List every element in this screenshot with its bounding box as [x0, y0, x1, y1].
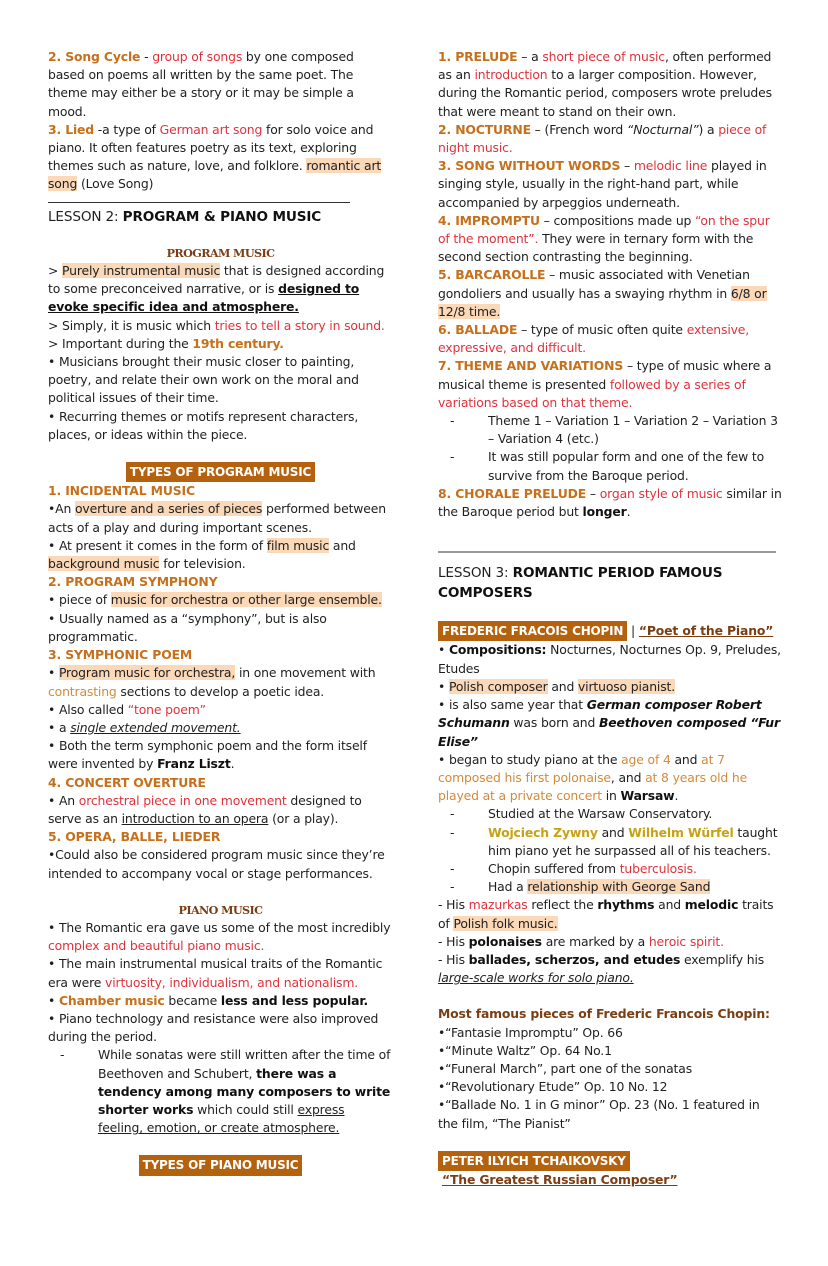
piano-music-heading: PIANO MUSIC — [178, 902, 263, 917]
famous-piece: •“Fantasie Impromptu” Op. 66 — [438, 1024, 623, 1040]
tchaikovsky-banner: PETER ILYICH TCHAIKOVSKY — [438, 1151, 630, 1171]
theme-variations-entry: 7. THEME AND VARIATIONS – type of music where a musical theme is presented followed by a series of variations based on that theme. — [438, 358, 772, 410]
left-column: 2. Song Cycle - group of songs by one composed based on poems all written by the same poet. The theme may either be a story or it may be simple a mood. 3. Lied -a type of German art song for solo voice and piano. It often features poetry as its text, exploring themes such as nature, love, and folklore. romantic art song (Love Song) LESSON 2: PROGRAM & PIANO MUSIC PROGRAM MUSIC > Purely instrumental music that is designed according to some preconceived narrative, or is designed to evoke specific idea and atmosphere. > Simply, it is music which tries to tell a story in sound. > Important during the 19th century. • Musicians brought their music closer to painting, poetry, and relate their own work on the moral and political issues of their time. • Recurring themes or motifs represent characters, places, or ideas within the piece. TYPES OF PROGRAM MUSIC 1. INCIDENTAL MUSIC •An overture and a series of pieces performed between acts of a play and during important scenes. • At present it comes in the form of film music and background music for television. 2. PROGRAM SYMPHONY • piece of music for orchestra or other large ensemble. • Usually named as a “symphony”, but is also programmatic. 3. SYMPHONIC POEM • Program music for orchestra, in one movement with contrasting sections to develop a poetic idea. • Also called “tone poem” • a single extended movement. • Both the term symphonic poem and the form itself were invented by Franz Liszt. 4. CONCERT OVERTURE • An orchestral piece in one movement designed to serve as an introduction to an opera (or a play). 5. OPERA, BALLE, LIEDER •Could also be considered program music since they’re intended to accompany vocal or stage performances. PIANO MUSIC • The Romantic era gave us some of the most incredibly complex and beautiful piano music. • The main instrumental musical traits of the Romantic era were virtuosity, individualism, and nationalism. • Chamber music became less and less popular. • Piano technology and resistance were also improved during the period. - While sonatas were still written after the time of Beethoven and Schubert, there was a tendency among many composers to write shorter works which could still express feeling, emotion, or create atmosphere. TYPES OF PIANO MUSIC — [48, 48, 393, 1176]
dash-item: - It was still popular form and one of the few to survive from the Baroque period. — [450, 449, 765, 483]
barcarolle-entry: 5. BARCAROLLE – music associated with Venetian gondoliers and usually has a swaying rhythm in 6/8 or 12/8 time. — [438, 267, 767, 319]
ballade-entry: 6. BALLADE – type of music often quite extensive, expressive, and difficult. — [438, 322, 750, 356]
symphonic-poem-title: 3. SYMPHONIC POEM — [48, 647, 193, 663]
program-music-p5: • Recurring themes or motifs represent characters, places, or ideas within the piece. — [48, 408, 359, 442]
dash-item: - Theme 1 – Variation 1 – Variation 2 – Variation 3 – Variation 4 (etc.) — [450, 413, 778, 447]
incidental-music-title: 1. INCIDENTAL MUSIC — [48, 483, 195, 499]
song-cycle-entry: 2. Song Cycle - group of songs by one composed based on poems all written by the same poet. The theme may either be a story or it may be simple a mood. — [48, 49, 354, 119]
chopin-header: FREDERIC FRACOIS CHOPIN | “Poet of the Piano” — [438, 621, 783, 641]
divider — [48, 202, 350, 203]
types-piano-music-banner: TYPES OF PIANO MUSIC — [139, 1155, 303, 1175]
chorale-prelude-entry: 8. CHORALE PRELUDE – organ style of music similar in the Baroque period but longer. — [438, 485, 782, 520]
program-music-p3: > Important during the 19th century. — [48, 335, 284, 351]
opera-title: 5. OPERA, BALLE, LIEDER — [48, 829, 221, 845]
program-music-p1: > Purely instrumental music that is designed according to some preconceived narrative, or is designed to evoke specific idea and atmosphere. — [48, 263, 385, 315]
right-column: 1. PRELUDE – a short piece of music, often performed as an introduction to a larger composition. However, during the Romantic period, composers wrote preludes that were meant to stand on their own. 2. NOCTURNE – (French word “Nocturnal”) a piece of night music. 3. SONG WITHOUT WORDS – melodic line played in singing style, usually in the right-hand part, while accompanied by arpeggios underneath. 4. IMPROMPTU – compositions made up “on the spur of the moment”. They were in ternary form with the second section contrasting the beginning. 5. BARCAROLLE – music associated with Venetian gondoliers and usually has a swaying rhythm in 6/8 or 12/8 time. 6. BALLADE – type of music often quite extensive, expressive, and difficult. 7. THEME AND VARIATIONS – type of music where a musical theme is presented followed by a series of variations based on that theme. - Theme 1 – Variation 1 – Variation 2 – Variation 3 – Variation 4 (etc.) - It was still popular form and one of the few to survive from the Baroque period. 8. CHORALE PRELUDE – organ style of music similar in the Baroque period but longer. LESSON 3: ROMANTIC PERIOD FAMOUS COMPOSERS FREDERIC FRACOIS CHOPIN | “Poet of the Piano” • Compositions: Nocturnes, Nocturnes Op. 9, Preludes, Etudes • Polish composer and virtuoso pianist. • is also same year that German composer Robert Schumann was born and Beethoven composed “Fur Elise” • began to study piano at the age of 4 and at 7 composed his first polonaise, and at 8 years old he played at a private concert in Warsaw. - Studied at the Warsaw Conservatory. - Wojciech Zywny and Wilhelm Würfel taught him piano yet he surpassed all of his teachers. - Chopin suffered from tuberculosis. - Had a relationship with George Sand - His mazurkas reflect the rhythms and melodic traits of Polish folk music. - His polonaises are marked by a heroic spirit. - His ballades, scherzos, and etudes exemplify his large-scale works for solo piano. Most famous pieces of Frederic Francois Chopin: •“Fantasie Impromptu” Op. 66 •“Minute Waltz” Op. 64 No.1 •“Funeral March”, part one of the sonatas •“Revolutionary Etude” Op. 10 No. 12 •“Ballade No. 1 in G minor” Op. 23 (No. 1 featured in the film, “The Pianist” PETER ILYICH TCHAIKOVSKY “The Greatest Russian Composer” — [438, 48, 783, 1189]
tchaikovsky-nickname: “The Greatest Russian Composer” — [442, 1171, 678, 1187]
lesson-2-title: LESSON 2: PROGRAM & PIANO MUSIC — [48, 208, 322, 225]
concert-overture-title: 4. CONCERT OVERTURE — [48, 774, 206, 790]
dash-item: - While sonatas were still written after the time of Beethoven and Schubert, there was a tendency among many composers to write shorter works which could still express feeling, emotion, or create atmosphere. — [60, 1047, 391, 1136]
prelude-entry: 1. PRELUDE – a short piece of music, often performed as an introduction to a larger composition. However, during the Romantic period, composers wrote preludes that were meant to stand on their own. — [438, 49, 772, 119]
song-without-words-entry: 3. SONG WITHOUT WORDS – melodic line played in singing style, usually in the right-hand part, while accompanied by arpeggios underneath. — [438, 158, 767, 210]
types-program-music-banner: TYPES OF PROGRAM MUSIC — [126, 462, 315, 482]
lied-entry: 3. Lied -a type of German art song for solo voice and piano. It often features poetry as its text, exploring themes such as nature, love, and folklore. romantic art song (Love Song) — [48, 121, 382, 192]
famous-piece: •“Revolutionary Etude” Op. 10 No. 12 — [438, 1079, 668, 1095]
program-music-p2: > Simply, it is music which tries to tell a story in sound. — [48, 317, 385, 333]
divider — [438, 551, 776, 553]
nocturne-entry: 2. NOCTURNE – (French word “Nocturnal”) a piece of night music. — [438, 121, 767, 156]
program-symphony-title: 2. PROGRAM SYMPHONY — [48, 574, 218, 590]
famous-piece: •“Minute Waltz” Op. 64 No.1 — [438, 1042, 612, 1058]
program-music-p4: • Musicians brought their music closer to painting, poetry, and relate their own work on the moral and political issues of their time. — [48, 354, 359, 406]
famous-piece: •“Funeral March”, part one of the sonatas — [438, 1060, 692, 1076]
impromptu-entry: 4. IMPROMPTU – compositions made up “on the spur of the moment”. They were in ternary form with the second section contrasting the beginning. — [438, 212, 770, 265]
famous-piece: •“Ballade No. 1 in G minor” Op. 23 (No. 1 featured in the film, “The Pianist” — [438, 1097, 760, 1131]
famous-pieces-title: Most famous pieces of Frederic Francois Chopin: — [438, 1006, 770, 1022]
program-music-heading: PROGRAM MUSIC — [166, 245, 275, 260]
lesson-3-title: LESSON 3: ROMANTIC PERIOD FAMOUS COMPOSERS — [438, 565, 723, 602]
